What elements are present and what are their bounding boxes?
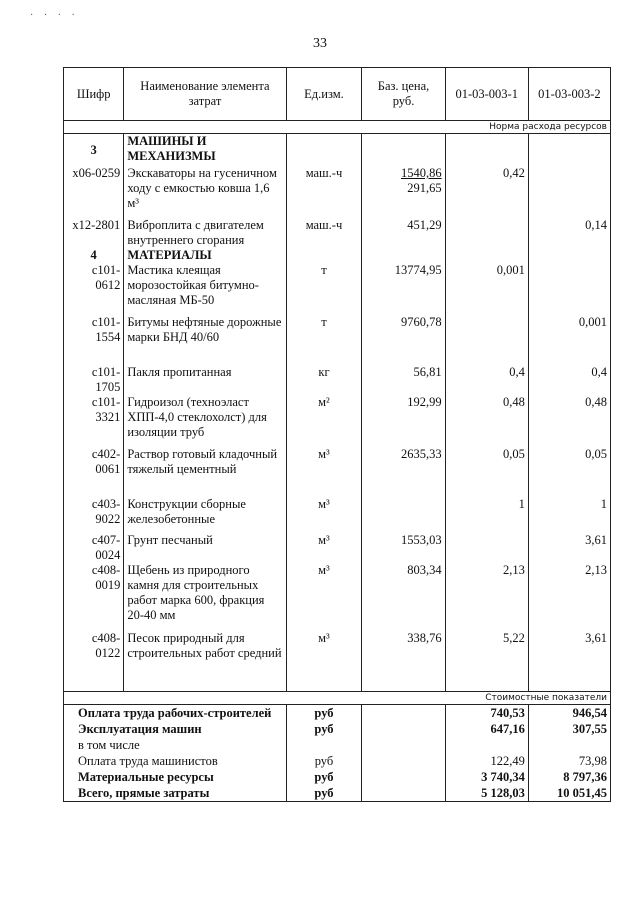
header-unit: Ед.изм. bbox=[286, 68, 362, 121]
summary-row bbox=[64, 737, 611, 753]
page-number: 33 bbox=[313, 36, 327, 51]
row-value-1 bbox=[445, 315, 528, 365]
row-value-2: 0,001 bbox=[528, 315, 610, 365]
row-code: с403-9022 bbox=[64, 497, 124, 533]
row-value-1: 1 bbox=[445, 497, 528, 533]
table-row bbox=[64, 563, 611, 631]
norm-label: Норма расхода ресурсов bbox=[64, 121, 611, 134]
row-code: х12-2801 bbox=[64, 218, 124, 248]
row-unit: м³ bbox=[286, 563, 362, 631]
row-price bbox=[362, 166, 445, 218]
summary-row bbox=[64, 721, 611, 737]
row-code: с407-0024 bbox=[64, 533, 124, 563]
row-price: 451,29 bbox=[362, 218, 445, 248]
row-unit: маш.-ч bbox=[286, 166, 362, 218]
summary-unit: руб bbox=[286, 769, 362, 785]
row-value-2 bbox=[528, 263, 610, 315]
row-name: Гидроизол (техноэласт ХПП-4,0 стеклохолст) для изоляции труб bbox=[124, 395, 286, 447]
summary-unit: руб bbox=[286, 753, 362, 769]
table-row bbox=[64, 497, 611, 533]
row-value-1: 0,001 bbox=[445, 263, 528, 315]
row-name: Песок природный для строительных работ средний bbox=[124, 631, 286, 692]
cost-label: Стоимостные показатели bbox=[64, 692, 611, 705]
corner-mark: · · · · bbox=[30, 10, 79, 21]
table-row bbox=[64, 395, 611, 447]
row-name: Виброплита с двигателем внутреннего сгорания bbox=[124, 218, 286, 248]
norm-separator bbox=[64, 121, 611, 134]
row-value-2: 3,61 bbox=[528, 631, 610, 692]
row-name: Щебень из природного камня для строительных работ марка 600, фракция 20-40 мм bbox=[124, 563, 286, 631]
row-code: с101-1705 bbox=[64, 365, 124, 395]
row-value-1 bbox=[445, 533, 528, 563]
row-code: с408-0019 bbox=[64, 563, 124, 631]
section-number: 4 bbox=[64, 248, 124, 263]
row-code: с101-1554 bbox=[64, 315, 124, 365]
summary-label: Материальные ресурсы bbox=[64, 769, 287, 785]
summary-value-1: 122,49 bbox=[445, 753, 528, 769]
summary-value-2: 8 797,36 bbox=[528, 769, 610, 785]
summary-label: Эксплуатация машин bbox=[64, 721, 287, 737]
row-code: с101-0612 bbox=[64, 263, 124, 315]
summary-row bbox=[64, 769, 611, 785]
row-price: 338,76 bbox=[362, 631, 445, 692]
section-title: МАТЕРИАЛЫ bbox=[124, 248, 286, 263]
table-row bbox=[64, 365, 611, 395]
row-price: 192,99 bbox=[362, 395, 445, 447]
table-row bbox=[64, 166, 611, 218]
row-value-1 bbox=[445, 218, 528, 248]
row-price bbox=[362, 497, 445, 533]
row-code: х06-0259 bbox=[64, 166, 124, 218]
header-col1: 01-03-003-1 bbox=[445, 68, 528, 121]
row-value-1: 0,48 bbox=[445, 395, 528, 447]
summary-value-2: 73,98 bbox=[528, 753, 610, 769]
summary-unit: руб bbox=[286, 705, 362, 722]
resource-table bbox=[63, 67, 611, 802]
table-row bbox=[64, 447, 611, 497]
row-code: с408-0122 bbox=[64, 631, 124, 692]
row-unit: т bbox=[286, 263, 362, 315]
row-name: Раствор готовый кладочный тяжелый цементный bbox=[124, 447, 286, 497]
row-value-2: 0,05 bbox=[528, 447, 610, 497]
row-value-2: 2,13 bbox=[528, 563, 610, 631]
row-price-secondary: 291,65 bbox=[407, 181, 442, 195]
section-number: 3 bbox=[64, 134, 124, 167]
table-row bbox=[64, 218, 611, 248]
table-row bbox=[64, 263, 611, 315]
summary-value-1: 3 740,34 bbox=[445, 769, 528, 785]
row-name: Конструкции сборные железобетонные bbox=[124, 497, 286, 533]
row-unit: м³ bbox=[286, 497, 362, 533]
header-name: Наименование элемента затрат bbox=[124, 68, 286, 121]
row-value-2: 0,4 bbox=[528, 365, 610, 395]
row-unit: маш.-ч bbox=[286, 218, 362, 248]
header-price: Баз. цена, руб. bbox=[362, 68, 445, 121]
summary-label: Всего, прямые затраты bbox=[64, 785, 287, 802]
row-value-1: 0,4 bbox=[445, 365, 528, 395]
summary-value-2: 10 051,45 bbox=[528, 785, 610, 802]
summary-value-2: 307,55 bbox=[528, 721, 610, 737]
row-price: 13774,95 bbox=[362, 263, 445, 315]
summary-row bbox=[64, 753, 611, 769]
row-value-1: 5,22 bbox=[445, 631, 528, 692]
row-code: с402-0061 bbox=[64, 447, 124, 497]
row-price: 803,34 bbox=[362, 563, 445, 631]
header-col2: 01-03-003-2 bbox=[528, 68, 610, 121]
row-name: Пакля пропитанная bbox=[124, 365, 286, 395]
row-unit: т bbox=[286, 315, 362, 365]
row-price: 9760,78 bbox=[362, 315, 445, 365]
row-unit: кг bbox=[286, 365, 362, 395]
table-row bbox=[64, 315, 611, 365]
header-code: Шифр bbox=[64, 68, 124, 121]
table-row bbox=[64, 533, 611, 563]
table-row bbox=[64, 631, 611, 692]
row-price: 56,81 bbox=[362, 365, 445, 395]
summary-row bbox=[64, 785, 611, 802]
row-name-text: Экскаваторы на гусеничном ходу с емкостью ковша 1,6 м³ bbox=[127, 166, 277, 210]
row-name bbox=[124, 166, 286, 218]
row-price-main: 1540,86 bbox=[401, 166, 442, 180]
row-value-1: 0,42 bbox=[445, 166, 528, 218]
row-code: с101-3321 bbox=[64, 395, 124, 447]
summary-value-1: 647,16 bbox=[445, 721, 528, 737]
summary-value-2 bbox=[528, 737, 610, 753]
row-value-1: 2,13 bbox=[445, 563, 528, 631]
row-name: Мастика клеящая морозостойкая битумно-масляная МБ-50 bbox=[124, 263, 286, 315]
row-name: Грунт песчаный bbox=[124, 533, 286, 563]
summary-label: в том числе bbox=[64, 737, 287, 753]
row-value-2 bbox=[528, 166, 610, 218]
section-row bbox=[64, 134, 611, 167]
row-value-2: 0,14 bbox=[528, 218, 610, 248]
header-row bbox=[64, 68, 611, 121]
row-price: 2635,33 bbox=[362, 447, 445, 497]
row-value-2: 3,61 bbox=[528, 533, 610, 563]
row-unit: м² bbox=[286, 395, 362, 447]
section-title: МАШИНЫ И МЕХАНИЗМЫ bbox=[124, 134, 286, 167]
row-unit: м³ bbox=[286, 447, 362, 497]
row-value-1: 0,05 bbox=[445, 447, 528, 497]
summary-label: Оплата труда рабочих-строителей bbox=[64, 705, 287, 722]
section-row bbox=[64, 248, 611, 263]
summary-label: Оплата труда машинистов bbox=[64, 753, 287, 769]
summary-value-1: 5 128,03 bbox=[445, 785, 528, 802]
summary-unit: руб bbox=[286, 785, 362, 802]
cost-separator bbox=[64, 692, 611, 705]
row-unit: м³ bbox=[286, 631, 362, 692]
row-value-2: 0,48 bbox=[528, 395, 610, 447]
summary-unit bbox=[286, 737, 362, 753]
summary-unit: руб bbox=[286, 721, 362, 737]
row-price: 1553,03 bbox=[362, 533, 445, 563]
row-name: Битумы нефтяные дорожные марки БНД 40/60 bbox=[124, 315, 286, 365]
row-value-2: 1 bbox=[528, 497, 610, 533]
summary-row bbox=[64, 705, 611, 722]
summary-value-2: 946,54 bbox=[528, 705, 610, 722]
summary-value-1: 740,53 bbox=[445, 705, 528, 722]
row-unit: м³ bbox=[286, 533, 362, 563]
summary-value-1 bbox=[445, 737, 528, 753]
